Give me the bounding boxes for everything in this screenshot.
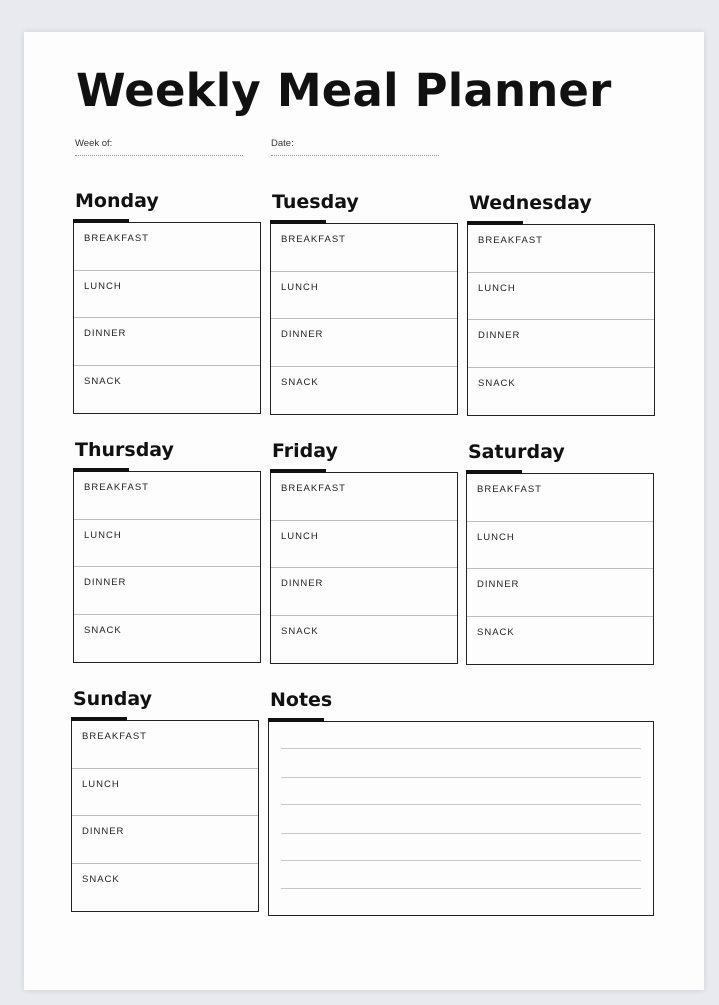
meal-row-lunch — [271, 272, 457, 320]
meal-label: LUNCH — [477, 531, 515, 543]
meal-row-lunch — [271, 521, 457, 569]
note-line — [281, 777, 641, 778]
meal-label: BREAKFAST — [478, 235, 543, 246]
meal-label: DINNER — [477, 579, 520, 590]
meal-row-lunch — [467, 522, 653, 570]
meal-label: DINNER — [478, 330, 521, 341]
date-label: Date: — [271, 138, 294, 149]
note-line — [281, 804, 641, 805]
page-title: Weekly Meal Planner — [76, 64, 612, 117]
meal-row-snack — [271, 616, 457, 664]
meal-row-lunch — [74, 520, 260, 568]
meal-row-dinner — [74, 567, 260, 615]
meal-label: SNACK — [477, 626, 515, 638]
meal-label: SNACK — [281, 625, 319, 637]
meal-box — [270, 472, 458, 664]
meal-label: DINNER — [82, 826, 125, 837]
date-line — [271, 155, 439, 156]
day-name: Sunday — [73, 688, 152, 710]
meal-label: SNACK — [84, 624, 122, 636]
meal-row-snack — [271, 367, 457, 415]
meal-box — [466, 473, 654, 665]
meal-label: SNACK — [478, 377, 516, 389]
meal-row-breakfast — [72, 721, 258, 769]
meal-row-breakfast — [271, 224, 457, 272]
meal-label: LUNCH — [281, 281, 319, 293]
meal-label: SNACK — [84, 375, 122, 387]
note-line — [281, 888, 641, 889]
meal-row-breakfast — [74, 223, 260, 271]
meal-label: BREAKFAST — [84, 482, 149, 493]
week-of-field — [75, 138, 112, 149]
meal-row-dinner — [467, 569, 653, 617]
planner-page — [24, 32, 704, 990]
day-name: Thursday — [75, 439, 174, 461]
note-line — [281, 748, 641, 749]
meal-label: BREAKFAST — [281, 483, 346, 494]
meal-label: BREAKFAST — [281, 234, 346, 245]
meal-label: LUNCH — [84, 529, 122, 541]
day-name: Monday — [75, 190, 159, 212]
meal-label: BREAKFAST — [84, 233, 149, 244]
meal-row-dinner — [271, 319, 457, 367]
day-name: Friday — [272, 440, 338, 462]
meal-label: BREAKFAST — [82, 731, 147, 742]
day-name: Tuesday — [272, 191, 359, 213]
meal-box — [270, 223, 458, 415]
meal-label: DINNER — [84, 328, 127, 339]
week-of-label: Week of: — [75, 138, 113, 149]
date-field — [271, 138, 294, 149]
meal-row-snack — [74, 615, 260, 663]
notes-box — [268, 721, 654, 916]
meal-box — [73, 222, 261, 414]
meal-row-dinner — [74, 318, 260, 366]
meal-row-snack — [467, 617, 653, 665]
meal-label: LUNCH — [84, 280, 122, 292]
meal-row-lunch — [74, 271, 260, 319]
meal-row-breakfast — [271, 473, 457, 521]
meal-label: DINNER — [84, 577, 127, 588]
meal-row-snack — [72, 864, 258, 912]
meal-label: SNACK — [82, 873, 120, 885]
meal-row-snack — [468, 368, 654, 416]
meal-label: DINNER — [281, 329, 324, 340]
day-name: Wednesday — [469, 192, 592, 214]
meal-row-lunch — [468, 273, 654, 321]
meal-label: LUNCH — [478, 282, 516, 294]
notes-title: Notes — [270, 689, 333, 711]
meal-row-breakfast — [467, 474, 653, 522]
note-line — [281, 860, 641, 861]
meal-label: LUNCH — [281, 530, 319, 542]
meal-row-breakfast — [74, 472, 260, 520]
week-of-line — [75, 155, 243, 156]
meal-label: LUNCH — [82, 778, 120, 790]
meal-box — [467, 224, 655, 416]
day-name: Saturday — [468, 441, 565, 463]
meal-row-lunch — [72, 769, 258, 817]
meal-row-dinner — [72, 816, 258, 864]
meal-row-dinner — [468, 320, 654, 368]
meal-label: DINNER — [281, 578, 324, 589]
note-line — [281, 833, 641, 834]
meal-box — [73, 471, 261, 663]
meal-label: SNACK — [281, 376, 319, 388]
meal-box — [71, 720, 259, 912]
meal-row-dinner — [271, 568, 457, 616]
meal-row-breakfast — [468, 225, 654, 273]
meal-label: BREAKFAST — [477, 484, 542, 495]
meal-row-snack — [74, 366, 260, 414]
